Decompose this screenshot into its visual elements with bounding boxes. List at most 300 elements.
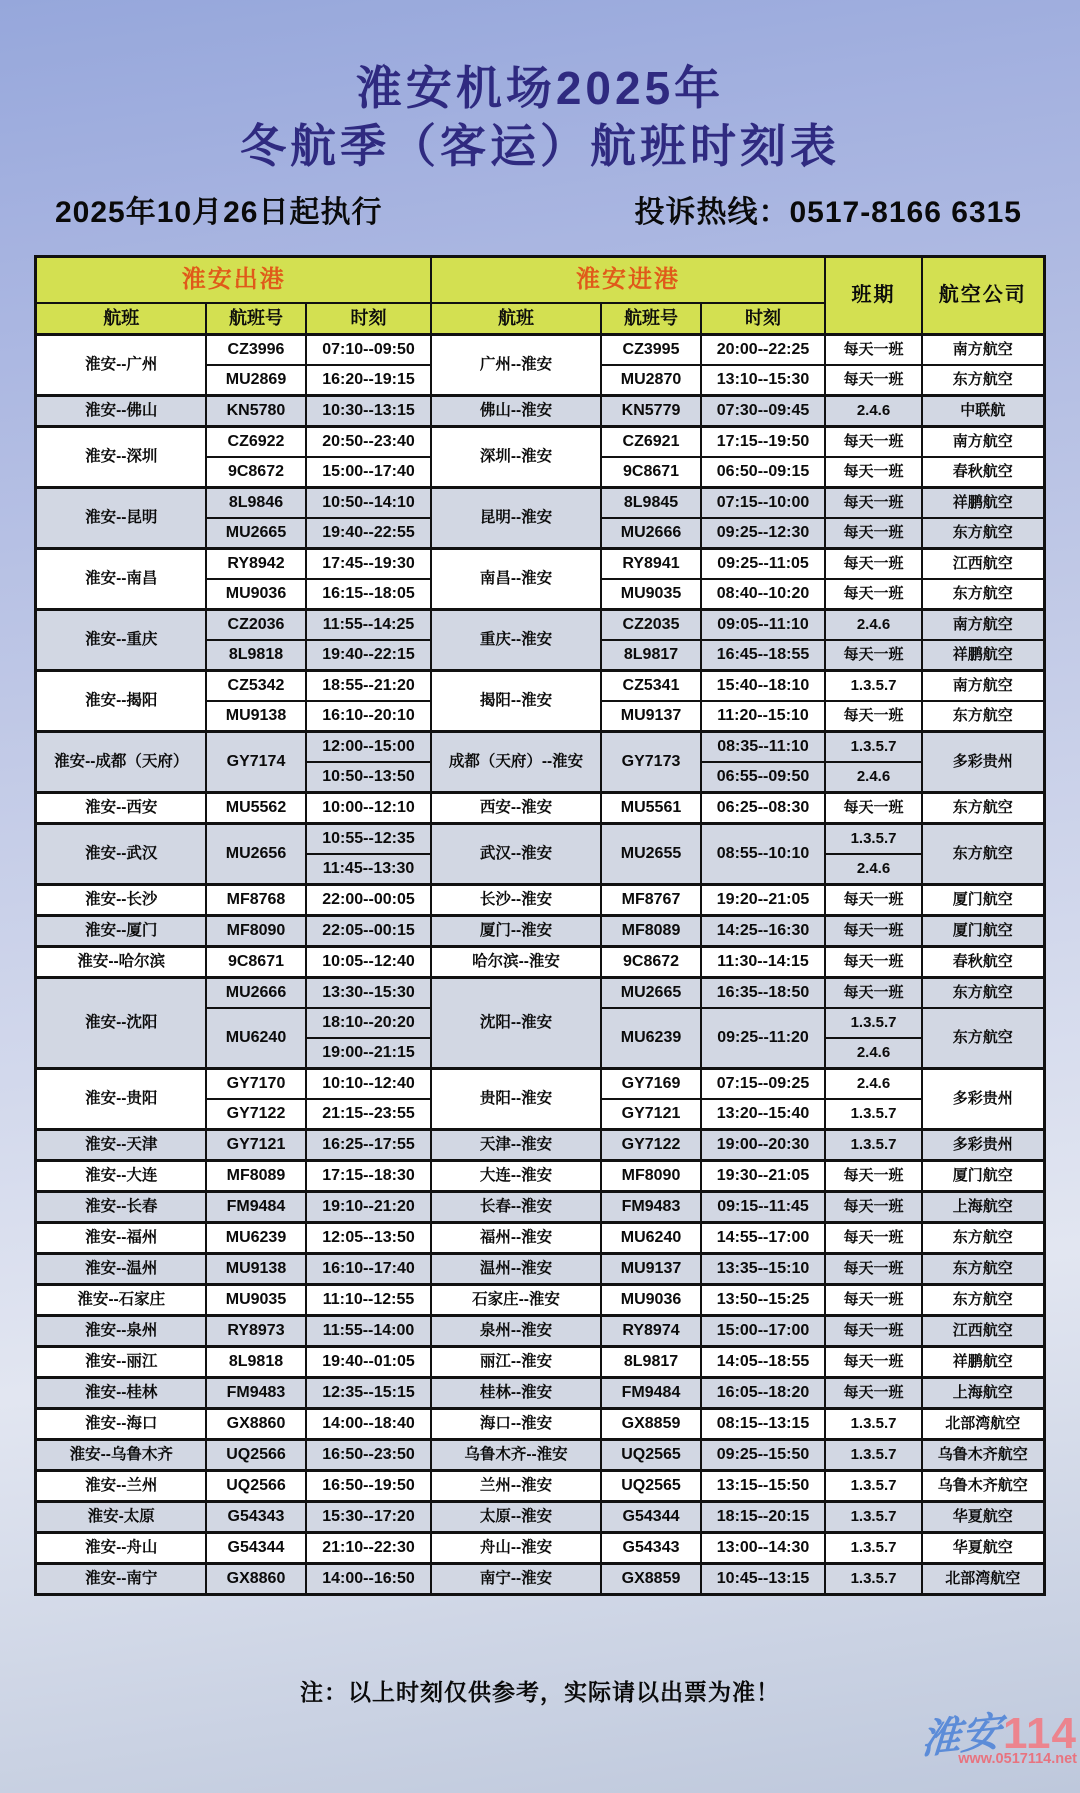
- schedule-cell: 1.3.5.7: [825, 824, 922, 855]
- airline-cell: 东方航空: [922, 701, 1044, 732]
- route-in-cell: 南昌--淮安: [431, 549, 601, 610]
- page-title-line1: 淮安机场2025年: [355, 62, 725, 114]
- time-out-cell: 21:15--23:55: [306, 1099, 431, 1130]
- route-in-cell: 西安--淮安: [431, 793, 601, 824]
- watermark-brand-logo: 淮安: [919, 1707, 1003, 1764]
- column-header-time-in: 时刻: [701, 303, 825, 335]
- schedule-cell: 1.3.5.7: [825, 1440, 922, 1471]
- flight-row: [36, 1502, 1044, 1533]
- route-in-cell: 桂林--淮安: [431, 1378, 601, 1409]
- flight-row: [36, 427, 1044, 458]
- flight-row: [36, 1347, 1044, 1378]
- time-out-cell: 11:55--14:25: [306, 610, 431, 641]
- airline-cell: 北部湾航空: [922, 1409, 1044, 1440]
- route-out-cell: 淮安--哈尔滨: [36, 947, 206, 978]
- route-out-cell: 淮安--昆明: [36, 488, 206, 549]
- time-in-cell: 19:20--21:05: [701, 885, 825, 916]
- flight-row: [36, 396, 1044, 427]
- flight-row: [36, 335, 1044, 366]
- route-in-cell: 长春--淮安: [431, 1192, 601, 1223]
- time-out-cell: 10:00--12:10: [306, 793, 431, 824]
- route-out-cell: 淮安--佛山: [36, 396, 206, 427]
- time-out-cell: 19:40--01:05: [306, 1347, 431, 1378]
- flight-no-out-cell: CZ5342: [206, 671, 306, 702]
- flight-no-in-cell: MU2870: [601, 365, 701, 396]
- schedule-cell: 2.4.6: [825, 396, 922, 427]
- route-in-cell: 大连--淮安: [431, 1161, 601, 1192]
- time-in-cell: 08:40--10:20: [701, 579, 825, 610]
- flight-no-out-cell: GY7122: [206, 1099, 306, 1130]
- schedule-cell: 1.3.5.7: [825, 671, 922, 702]
- flight-no-in-cell: RY8941: [601, 549, 701, 580]
- time-out-cell: 17:45--19:30: [306, 549, 431, 580]
- schedule-cell: 1.3.5.7: [825, 1130, 922, 1161]
- flight-no-out-cell: RY8973: [206, 1316, 306, 1347]
- flight-no-in-cell: UQ2565: [601, 1440, 701, 1471]
- flight-no-in-cell: FM9483: [601, 1192, 701, 1223]
- time-out-cell: 18:10--20:20: [306, 1008, 431, 1038]
- flight-no-out-cell: GX8860: [206, 1409, 306, 1440]
- flight-no-out-cell: MU2665: [206, 518, 306, 549]
- time-out-cell: 16:50--23:50: [306, 1440, 431, 1471]
- time-out-cell: 19:00--21:15: [306, 1038, 431, 1069]
- flight-no-out-cell: GY7121: [206, 1130, 306, 1161]
- time-out-cell: 10:50--13:50: [306, 762, 431, 793]
- column-header-schedule: 班期: [825, 257, 922, 335]
- time-in-cell: 16:35--18:50: [701, 978, 825, 1009]
- time-in-cell: 06:50--09:15: [701, 457, 825, 488]
- time-in-cell: 20:00--22:25: [701, 335, 825, 366]
- flight-no-in-cell: MF8089: [601, 916, 701, 947]
- route-in-cell: 长沙--淮安: [431, 885, 601, 916]
- flight-no-out-cell: G54343: [206, 1502, 306, 1533]
- schedule-cell: 每天一班: [825, 1347, 922, 1378]
- flight-no-in-cell: KN5779: [601, 396, 701, 427]
- schedule-cell: 每天一班: [825, 1378, 922, 1409]
- flight-no-in-cell: FM9484: [601, 1378, 701, 1409]
- airline-cell: 厦门航空: [922, 1161, 1044, 1192]
- schedule-cell: 每天一班: [825, 916, 922, 947]
- airline-cell: 江西航空: [922, 549, 1044, 580]
- route-in-cell: 泉州--淮安: [431, 1316, 601, 1347]
- schedule-cell: 1.3.5.7: [825, 1099, 922, 1130]
- flight-no-out-cell: 8L9818: [206, 640, 306, 671]
- time-out-cell: 14:00--16:50: [306, 1564, 431, 1595]
- schedule-cell: 每天一班: [825, 1285, 922, 1316]
- route-in-cell: 佛山--淮安: [431, 396, 601, 427]
- airline-cell: 东方航空: [922, 1223, 1044, 1254]
- flight-row: [36, 610, 1044, 641]
- flight-row: [36, 1192, 1044, 1223]
- route-out-cell: 淮安--丽江: [36, 1347, 206, 1378]
- schedule-cell: 1.3.5.7: [825, 732, 922, 763]
- time-out-cell: 14:00--18:40: [306, 1409, 431, 1440]
- flight-no-in-cell: MU9137: [601, 1254, 701, 1285]
- schedule-cell: 2.4.6: [825, 1069, 922, 1100]
- route-out-cell: 淮安-太原: [36, 1502, 206, 1533]
- route-out-cell: 淮安--兰州: [36, 1471, 206, 1502]
- flight-row: [36, 1130, 1044, 1161]
- flight-row: [36, 1316, 1044, 1347]
- schedule-cell: 每天一班: [825, 457, 922, 488]
- flight-no-out-cell: MF8089: [206, 1161, 306, 1192]
- schedule-cell: 每天一班: [825, 978, 922, 1009]
- flight-no-out-cell: MU6240: [206, 1008, 306, 1069]
- time-out-cell: 10:10--12:40: [306, 1069, 431, 1100]
- time-in-cell: 15:40--18:10: [701, 671, 825, 702]
- flight-row: [36, 1533, 1044, 1564]
- time-in-cell: 17:15--19:50: [701, 427, 825, 458]
- route-in-cell: 重庆--淮安: [431, 610, 601, 671]
- time-out-cell: 21:10--22:30: [306, 1533, 431, 1564]
- flight-no-out-cell: FM9484: [206, 1192, 306, 1223]
- schedule-cell: 1.3.5.7: [825, 1533, 922, 1564]
- schedule-cell: 每天一班: [825, 365, 922, 396]
- route-in-cell: 揭阳--淮安: [431, 671, 601, 732]
- flight-row: [36, 885, 1044, 916]
- time-in-cell: 13:50--15:25: [701, 1285, 825, 1316]
- time-in-cell: 09:25--15:50: [701, 1440, 825, 1471]
- airline-cell: 东方航空: [922, 518, 1044, 549]
- flight-row: [36, 1471, 1044, 1502]
- schedule-cell: 每天一班: [825, 549, 922, 580]
- subtitle-row: [0, 183, 1080, 231]
- route-out-cell: 淮安--重庆: [36, 610, 206, 671]
- schedule-cell: 2.4.6: [825, 610, 922, 641]
- time-in-cell: 09:25--11:20: [701, 1008, 825, 1069]
- route-in-cell: 天津--淮安: [431, 1130, 601, 1161]
- route-out-cell: 淮安--南昌: [36, 549, 206, 610]
- airline-cell: 上海航空: [922, 1192, 1044, 1223]
- route-out-cell: 淮安--海口: [36, 1409, 206, 1440]
- flight-no-in-cell: 9C8672: [601, 947, 701, 978]
- route-out-cell: 淮安--石家庄: [36, 1285, 206, 1316]
- time-in-cell: 07:15--10:00: [701, 488, 825, 519]
- time-out-cell: 13:30--15:30: [306, 978, 431, 1009]
- time-out-cell: 16:50--19:50: [306, 1471, 431, 1502]
- airline-cell: 江西航空: [922, 1316, 1044, 1347]
- schedule-cell: 每天一班: [825, 1316, 922, 1347]
- time-in-cell: 09:15--11:45: [701, 1192, 825, 1223]
- flight-no-out-cell: CZ6922: [206, 427, 306, 458]
- schedule-cell: 2.4.6: [825, 1038, 922, 1069]
- flight-row: [36, 732, 1044, 763]
- flight-row: [36, 1409, 1044, 1440]
- flight-no-out-cell: MU9138: [206, 1254, 306, 1285]
- airline-cell: 南方航空: [922, 427, 1044, 458]
- time-out-cell: 19:10--21:20: [306, 1192, 431, 1223]
- route-out-cell: 淮安--大连: [36, 1161, 206, 1192]
- flight-no-out-cell: MF8090: [206, 916, 306, 947]
- schedule-cell: 每天一班: [825, 640, 922, 671]
- route-out-cell: 淮安--温州: [36, 1254, 206, 1285]
- flight-row: [36, 916, 1044, 947]
- time-in-cell: 13:35--15:10: [701, 1254, 825, 1285]
- airline-cell: 东方航空: [922, 1008, 1044, 1069]
- route-in-cell: 成都（天府）--淮安: [431, 732, 601, 793]
- route-in-cell: 沈阳--淮安: [431, 978, 601, 1069]
- route-in-cell: 南宁--淮安: [431, 1564, 601, 1595]
- flight-no-out-cell: MU6239: [206, 1223, 306, 1254]
- airline-cell: 东方航空: [922, 365, 1044, 396]
- flight-row: [36, 1378, 1044, 1409]
- flight-no-out-cell: MU2666: [206, 978, 306, 1009]
- route-out-cell: 淮安--厦门: [36, 916, 206, 947]
- airline-cell: 东方航空: [922, 824, 1044, 885]
- flight-no-in-cell: MU9035: [601, 579, 701, 610]
- flight-no-in-cell: CZ2035: [601, 610, 701, 641]
- flight-row: [36, 1285, 1044, 1316]
- column-header-route-in: 航班: [431, 303, 601, 335]
- time-in-cell: 13:10--15:30: [701, 365, 825, 396]
- route-out-cell: 淮安--福州: [36, 1223, 206, 1254]
- time-out-cell: 12:35--15:15: [306, 1378, 431, 1409]
- schedule-cell: 每天一班: [825, 793, 922, 824]
- time-out-cell: 12:05--13:50: [306, 1223, 431, 1254]
- schedule-cell: 1.3.5.7: [825, 1008, 922, 1038]
- time-out-cell: 18:55--21:20: [306, 671, 431, 702]
- time-out-cell: 20:50--23:40: [306, 427, 431, 458]
- route-in-cell: 舟山--淮安: [431, 1533, 601, 1564]
- flight-no-in-cell: GY7121: [601, 1099, 701, 1130]
- flight-no-in-cell: MU9036: [601, 1285, 701, 1316]
- airline-cell: 东方航空: [922, 793, 1044, 824]
- schedule-cell: 1.3.5.7: [825, 1471, 922, 1502]
- route-out-cell: 淮安--长春: [36, 1192, 206, 1223]
- flight-no-in-cell: MF8090: [601, 1161, 701, 1192]
- flight-no-out-cell: GY7174: [206, 732, 306, 793]
- route-out-cell: 淮安--沈阳: [36, 978, 206, 1069]
- time-out-cell: 16:20--19:15: [306, 365, 431, 396]
- flight-no-out-cell: FM9483: [206, 1378, 306, 1409]
- route-in-cell: 温州--淮安: [431, 1254, 601, 1285]
- time-out-cell: 22:05--00:15: [306, 916, 431, 947]
- schedule-cell: 2.4.6: [825, 854, 922, 885]
- route-out-cell: 淮安--西安: [36, 793, 206, 824]
- section-header-arrival: 淮安进港: [431, 257, 825, 304]
- time-in-cell: 19:00--20:30: [701, 1130, 825, 1161]
- route-out-cell: 淮安--武汉: [36, 824, 206, 885]
- time-in-cell: 11:20--15:10: [701, 701, 825, 732]
- column-header-flightno-in: 航班号: [601, 303, 701, 335]
- airline-cell: 春秋航空: [922, 457, 1044, 488]
- time-out-cell: 12:00--15:00: [306, 732, 431, 763]
- watermark-number: 114: [1003, 1709, 1077, 1758]
- time-in-cell: 06:25--08:30: [701, 793, 825, 824]
- time-in-cell: 07:30--09:45: [701, 396, 825, 427]
- time-out-cell: 16:15--18:05: [306, 579, 431, 610]
- airline-cell: 东方航空: [922, 1285, 1044, 1316]
- schedule-cell: 每天一班: [825, 1223, 922, 1254]
- schedule-cell: 每天一班: [825, 1254, 922, 1285]
- flight-no-in-cell: GY7122: [601, 1130, 701, 1161]
- column-header-flightno-out: 航班号: [206, 303, 306, 335]
- airline-cell: 多彩贵州: [922, 732, 1044, 793]
- flight-no-out-cell: UQ2566: [206, 1440, 306, 1471]
- route-out-cell: 淮安--长沙: [36, 885, 206, 916]
- route-in-cell: 贵阳--淮安: [431, 1069, 601, 1130]
- schedule-cell: 每天一班: [825, 579, 922, 610]
- route-out-cell: 淮安--桂林: [36, 1378, 206, 1409]
- flight-no-out-cell: RY8942: [206, 549, 306, 580]
- time-in-cell: 10:45--13:15: [701, 1564, 825, 1595]
- flight-no-out-cell: 9C8672: [206, 457, 306, 488]
- schedule-cell: 2.4.6: [825, 762, 922, 793]
- time-out-cell: 16:10--17:40: [306, 1254, 431, 1285]
- page-title-line2: 冬航季（客运）航班时刻表: [240, 119, 840, 172]
- airline-cell: 春秋航空: [922, 947, 1044, 978]
- time-out-cell: 19:40--22:15: [306, 640, 431, 671]
- flight-no-in-cell: MF8767: [601, 885, 701, 916]
- flight-row: [36, 1440, 1044, 1471]
- flight-no-in-cell: MU6240: [601, 1223, 701, 1254]
- flight-no-in-cell: RY8974: [601, 1316, 701, 1347]
- route-in-cell: 海口--淮安: [431, 1409, 601, 1440]
- flight-no-out-cell: MU2656: [206, 824, 306, 885]
- route-in-cell: 哈尔滨--淮安: [431, 947, 601, 978]
- route-in-cell: 兰州--淮安: [431, 1471, 601, 1502]
- flight-no-in-cell: GX8859: [601, 1409, 701, 1440]
- time-in-cell: 08:55--10:10: [701, 824, 825, 885]
- time-out-cell: 11:55--14:00: [306, 1316, 431, 1347]
- flight-no-out-cell: CZ3996: [206, 335, 306, 366]
- flight-row: [36, 488, 1044, 519]
- time-out-cell: 15:30--17:20: [306, 1502, 431, 1533]
- column-header-airline: 航空公司: [922, 257, 1044, 335]
- flight-no-in-cell: 8L9845: [601, 488, 701, 519]
- time-in-cell: 15:00--17:00: [701, 1316, 825, 1347]
- airline-cell: 东方航空: [922, 978, 1044, 1009]
- route-out-cell: 淮安--舟山: [36, 1533, 206, 1564]
- time-in-cell: 13:20--15:40: [701, 1099, 825, 1130]
- time-out-cell: 16:25--17:55: [306, 1130, 431, 1161]
- time-in-cell: 14:05--18:55: [701, 1347, 825, 1378]
- flight-row: [36, 947, 1044, 978]
- flight-no-out-cell: GX8860: [206, 1564, 306, 1595]
- flight-row: [36, 1254, 1044, 1285]
- flight-no-in-cell: MU2666: [601, 518, 701, 549]
- time-in-cell: 14:25--16:30: [701, 916, 825, 947]
- airline-cell: 乌鲁木齐航空: [922, 1471, 1044, 1502]
- effective-date: 2025年10月26日起执行: [55, 196, 383, 229]
- flight-row: [36, 978, 1044, 1009]
- schedule-cell: 每天一班: [825, 335, 922, 366]
- schedule-cell: 每天一班: [825, 885, 922, 916]
- flight-row: [36, 1223, 1044, 1254]
- flight-no-out-cell: G54344: [206, 1533, 306, 1564]
- flight-row: [36, 1564, 1044, 1595]
- airline-cell: 华夏航空: [922, 1502, 1044, 1533]
- time-in-cell: 07:15--09:25: [701, 1069, 825, 1100]
- flight-no-in-cell: GY7169: [601, 1069, 701, 1100]
- time-in-cell: 08:35--11:10: [701, 732, 825, 763]
- flight-no-in-cell: MU6239: [601, 1008, 701, 1069]
- time-in-cell: 14:55--17:00: [701, 1223, 825, 1254]
- flight-no-in-cell: MU9137: [601, 701, 701, 732]
- time-in-cell: 19:30--21:05: [701, 1161, 825, 1192]
- route-in-cell: 太原--淮安: [431, 1502, 601, 1533]
- complaint-hotline: 投诉热线：0517-8166 6315: [634, 196, 1022, 229]
- route-out-cell: 淮安--南宁: [36, 1564, 206, 1595]
- flight-row: [36, 549, 1044, 580]
- route-out-cell: 淮安--广州: [36, 335, 206, 396]
- route-in-cell: 石家庄--淮安: [431, 1285, 601, 1316]
- flight-no-in-cell: CZ5341: [601, 671, 701, 702]
- route-in-cell: 丽江--淮安: [431, 1347, 601, 1378]
- airline-cell: 祥鹏航空: [922, 488, 1044, 519]
- flight-row: [36, 793, 1044, 824]
- flight-no-in-cell: GX8859: [601, 1564, 701, 1595]
- airline-cell: 祥鹏航空: [922, 1347, 1044, 1378]
- flight-no-in-cell: UQ2565: [601, 1471, 701, 1502]
- flight-no-out-cell: MU9138: [206, 701, 306, 732]
- schedule-cell: 每天一班: [825, 701, 922, 732]
- flight-table-body: [36, 335, 1044, 1595]
- airline-cell: 祥鹏航空: [922, 640, 1044, 671]
- flight-no-out-cell: MU5562: [206, 793, 306, 824]
- footer-note: 注：以上时刻仅供参考，实际请以出票为准！: [300, 1679, 780, 1705]
- airline-cell: 厦门航空: [922, 916, 1044, 947]
- flight-row: [36, 671, 1044, 702]
- time-in-cell: 09:05--11:10: [701, 610, 825, 641]
- route-in-cell: 昆明--淮安: [431, 488, 601, 549]
- route-out-cell: 淮安--深圳: [36, 427, 206, 488]
- flight-schedule-table: [34, 255, 1045, 1596]
- route-out-cell: 淮安--成都（天府）: [36, 732, 206, 793]
- time-out-cell: 11:45--13:30: [306, 854, 431, 885]
- section-header-departure: 淮安出港: [36, 257, 431, 304]
- time-in-cell: 06:55--09:50: [701, 762, 825, 793]
- time-out-cell: 07:10--09:50: [306, 335, 431, 366]
- flight-no-out-cell: 9C8671: [206, 947, 306, 978]
- flight-no-out-cell: KN5780: [206, 396, 306, 427]
- route-in-cell: 广州--淮安: [431, 335, 601, 396]
- flight-no-in-cell: 8L9817: [601, 1347, 701, 1378]
- time-in-cell: 16:05--18:20: [701, 1378, 825, 1409]
- time-in-cell: 13:15--15:50: [701, 1471, 825, 1502]
- schedule-cell: 每天一班: [825, 1192, 922, 1223]
- flight-no-out-cell: UQ2566: [206, 1471, 306, 1502]
- airline-cell: 华夏航空: [922, 1533, 1044, 1564]
- watermark-url: www.0517114.net: [958, 1751, 1077, 1767]
- airline-cell: 多彩贵州: [922, 1130, 1044, 1161]
- flight-no-in-cell: G54344: [601, 1502, 701, 1533]
- flight-no-in-cell: GY7173: [601, 732, 701, 793]
- flight-no-in-cell: MU2665: [601, 978, 701, 1009]
- time-in-cell: 09:25--12:30: [701, 518, 825, 549]
- airline-cell: 东方航空: [922, 1254, 1044, 1285]
- time-out-cell: 10:05--12:40: [306, 947, 431, 978]
- flight-no-in-cell: G54343: [601, 1533, 701, 1564]
- airline-cell: 东方航空: [922, 579, 1044, 610]
- time-in-cell: 11:30--14:15: [701, 947, 825, 978]
- flight-row: [36, 824, 1044, 855]
- flight-no-in-cell: 8L9817: [601, 640, 701, 671]
- airline-cell: 乌鲁木齐航空: [922, 1440, 1044, 1471]
- flight-no-out-cell: MU9035: [206, 1285, 306, 1316]
- section-header-row: [36, 257, 1044, 304]
- schedule-cell: 1.3.5.7: [825, 1502, 922, 1533]
- airline-cell: 多彩贵州: [922, 1069, 1044, 1130]
- time-out-cell: 10:30--13:15: [306, 396, 431, 427]
- flight-no-out-cell: MF8768: [206, 885, 306, 916]
- airline-cell: 中联航: [922, 396, 1044, 427]
- time-out-cell: 15:00--17:40: [306, 457, 431, 488]
- time-in-cell: 16:45--18:55: [701, 640, 825, 671]
- flight-no-out-cell: GY7170: [206, 1069, 306, 1100]
- airline-cell: 厦门航空: [922, 885, 1044, 916]
- airline-cell: 南方航空: [922, 671, 1044, 702]
